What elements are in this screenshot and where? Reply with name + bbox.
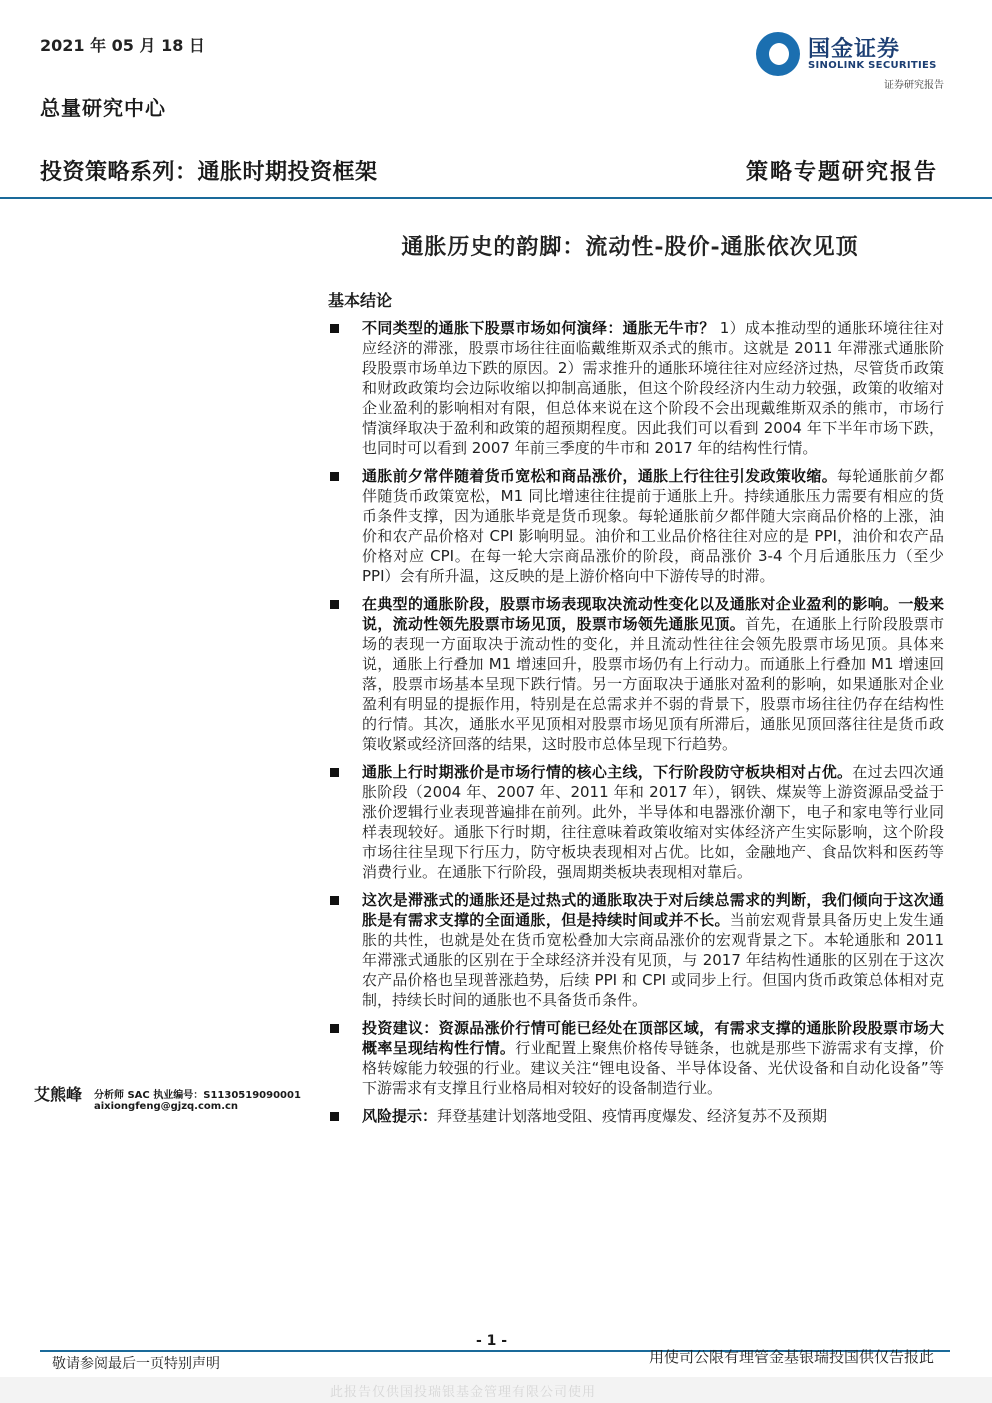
logo-subtitle: 证券研究报告 <box>884 80 944 91</box>
bullet-text: 行业配置上聚焦价格传导链条，也就是那些下游需求有支撑，价格转嫁能力较强的行业。建议关注“锂电设备、半导体设备、光伏设备和自动化设备”等下游需求有支撑且行业格局相对较好的设备制造行业。 <box>362 1039 944 1097</box>
bullet-lead: 这次是滞涨式的通胀还是过热式的通胀取决于对后续总需求的判断，我们倾向于这次通胀是有需求支撑的全面通胀，但是持续时间或并不长。 <box>362 891 944 929</box>
bullet-text: 首先，在通胀上行阶段股票市场的表现一方面取决于流动性的变化，并且流动性往往会领先股票市场见顶。具体来说，通胀上行叠加 M1 增速回升，股票市场仍有上行动力。而通胀上行叠加 M1 增速回落，股票市场基本呈现下跌行情。另一方面取决于通胀对盈利的影响，如果通胀对企业盈利有明显的提振作用，特别是在总需求并不弱的背景下，股票市场往往仍存在结构性的行情。其次，通胀水平见顶相对股票市场见顶有所滞后，通胀见顶回落往往是货币政策收紧或经济回落的结果，这时股市总体呈现下行趋势。 <box>362 615 944 753</box>
bullet-item <box>328 762 944 882</box>
bullet-text: 1）成本推动型的通胀环境往往对应经济的滞涨，股票市场往往面临戴维斯双杀式的熊市。这就是 2011 年滞涨式通胀阶段股票市场单边下跌的原因。2）需求推升的通胀环境往往对应经济过热，尽管货币政策和财政政策均会边际收缩以抑制高通胀，但这个阶段经济内生动力较强，政策的收缩对企业盈利的影响相对有限，但总体来说在这个阶段不会出现戴维斯双杀的熊市，市场行情演绎取决于盈利和政策的超预期程度。因此我们可以看到 2004 年下半年市场下跌，也同时可以看到 2007 年前三季度的牛市和 2017 年的结构性行情。 <box>362 319 944 457</box>
report-type: 策略专题研究报告 <box>745 159 938 185</box>
report-date: 2021 年 05 月 18 日 <box>40 36 205 55</box>
bullet-lead: 投资建议：资源品涨价行情可能已经处在顶部区域，有需求支撑的通胀阶段股票市场大概率呈现结构性行情。 <box>362 1019 944 1057</box>
bullet-item <box>328 594 944 754</box>
logo-name: 国金证券 <box>808 37 901 62</box>
logo-mark-icon <box>756 32 800 76</box>
footer-right-text: 用使司公限有理管金基银瑞投国供仅告报此 <box>648 1348 934 1366</box>
bullet-item <box>328 890 944 1010</box>
analyst-license: 分析师 SAC 执业编号：S1130519090001 <box>94 1090 301 1101</box>
analyst-email: aixiongfeng@gjzq.com.cn <box>94 1101 239 1112</box>
bullet-lead: 风险提示： <box>362 1107 438 1125</box>
bullet-text: 每轮通胀前夕都伴随货币政策宽松，M1 同比增速往往提前于通胀上升。持续通胀压力需要有相应的货币条件支撑，因为通胀毕竟是货币现象。每轮通胀前夕都伴随大宗商品价格的上涨，油价和农产品价格对 CPI 影响明显。油价和工业品价格往往对应的是 PPI，油价和农产品价格对应 CPI。在每一轮大宗商品涨价的阶段，商品涨价 3-4 个月后通胀压力（至少 PPI）会有所升温，这反映的是上游价格向中下游传导的时滞。 <box>362 467 944 585</box>
logo-english: SINOLINK SECURITIES <box>808 60 937 71</box>
bullet-item <box>328 318 944 458</box>
disclaimer-note: 敬请参阅最后一页特别声明 <box>52 1356 220 1372</box>
bullet-lead: 不同类型的通胀下股票市场如何演绎：通胀无牛市？ <box>362 319 715 337</box>
watermark: 此报告仅供国投瑞银基金管理有限公司使用 <box>330 1385 597 1400</box>
bullet-item <box>328 1018 944 1098</box>
bullet-lead: 通胀上行时期涨价是市场行情的核心主线，下行阶段防守板块相对占优。 <box>362 763 853 781</box>
research-center: 总量研究中心 <box>40 96 166 120</box>
header-divider <box>0 197 992 199</box>
page-number: - 1 - <box>476 1333 508 1349</box>
section-heading: 基本结论 <box>328 291 393 310</box>
analyst-name: 艾熊峰 <box>34 1085 83 1104</box>
company-logo <box>756 30 948 94</box>
main-title: 通胀历史的韵脚：流动性-股价-通胀依次见顶 <box>401 234 859 260</box>
conclusion-list <box>328 318 944 1134</box>
bullet-text: 拜登基建计划落地受阻、疫情再度爆发、经济复苏不及预期 <box>437 1107 828 1125</box>
bullet-item <box>328 1106 944 1126</box>
bullet-text: 当前宏观背景具备历史上发生通胀的共性，也就是处在货币宽松叠加大宗商品涨价的宏观背景之下。本轮通胀和 2011 年滞涨式通胀的区别在于全球经济并没有见顶，与 2017 年结构性通胀的区别在于这次农产品价格也呈现普涨趋势，后续 PPI 和 CPI 或同步上行。但国内货币政策总体相对克制，持续长时间的通胀也不具备货币条件。 <box>362 911 944 1009</box>
bullet-text: 在过去四次通胀阶段（2004 年、2007 年、2011 年和 2017 年），钢铁、煤炭等上游资源品受益于涨价逻辑行业表现普遍排在前列。此外，半导体和电器涨价潮下，电子和家电等行业同样表现较好。通胀下行时期，往往意味着政策收缩对实体经济产生实际影响，这个阶段市场往往呈现下行压力，防守板块表现相对占优。比如，金融地产、食品饮料和医药等消费行业。在通胀下行阶段，强周期类板块表现相对靠后。 <box>362 763 944 881</box>
series-title: 投资策略系列：通胀时期投资框架 <box>40 160 378 185</box>
bullet-lead: 在典型的通胀阶段，股票市场表现取决流动性变化以及通胀对企业盈利的影响。一般来说，流动性领先股票市场见顶，股票市场领先通胀见顶。 <box>362 595 944 633</box>
bullet-item <box>328 466 944 586</box>
bullet-lead: 通胀前夕常伴随着货币宽松和商品涨价，通胀上行往往引发政策收缩。 <box>362 467 838 485</box>
